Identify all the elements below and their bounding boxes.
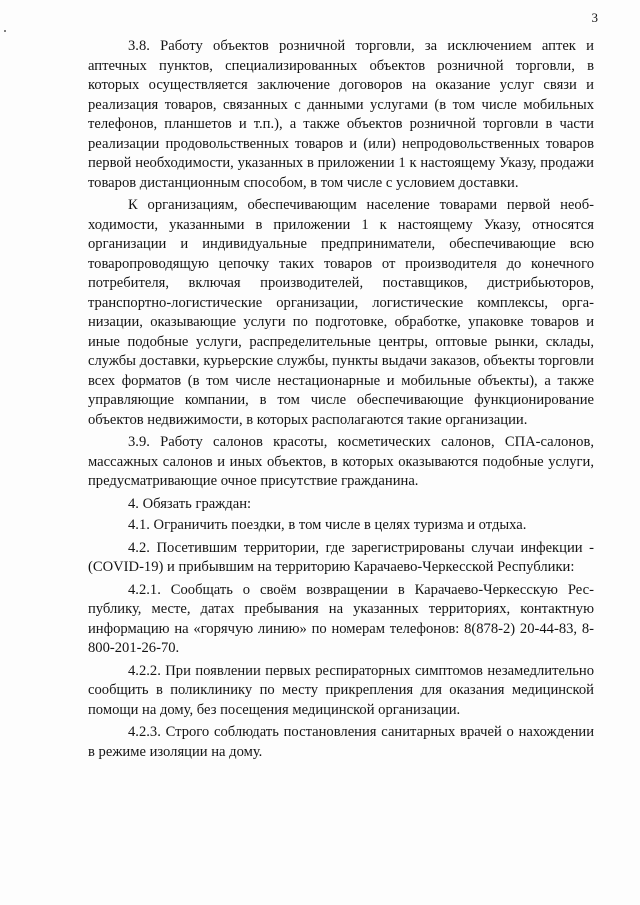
paragraph-4-1-limit-trips: 4.1. Ограничить поездки, в том числе в целях туризма и отдыха. <box>128 517 527 533</box>
paragraph-4-2-visited-territories: 4.2. Посетившим территории, где зарегистрированы случаи инфекции - (COVID-19) и прибывшим на территорию Карачаево-Черкесской Республики: <box>88 539 594 575</box>
paragraph-3-8-retail: 3.8. Работу объектов розничной торговли, за исключением аптек и аптечных пунктов, специализированных объектов розничной торговли, в которых осуществляется заключение договоров на оказание услуг связи и реализация товаров, связанных с данными услугами (в том числе мобильных телефонов, планшетов и т.п.), а также объектов розничной торговли в части реализации продовольственных товаров и (или) непродовольственных товаров первой необходимости, указанных в приложении 1 к настоящему Указу, продажи товаров дистанционным способом, в том числе с условием доставки. <box>88 38 594 191</box>
scan-speck <box>4 30 6 32</box>
page-number: 3 <box>591 10 598 25</box>
paragraph-4-2-1-report-return: 4.2.1. Сообщать о своём возвращении в Карачаево-Черкесскую Республику, месте, датах пребывания на указанных территориях, контактную информацию на «горячую линию» по номерам телефонов: 8(878-2) 20-44-83, 8-800-201-26-70. <box>88 581 594 656</box>
paragraph-3-9-beauty-salons: 3.9. Работу салонов красоты, косметических салонов, СПА-салонов, массажных салонов и иных объектов, в которых оказываются подобные услуги, предусматривающие очное присутствие гражданина. <box>88 434 594 489</box>
paragraph-essential-goods-organizations: К организациям, обеспечивающим население товарами первой необходимости, указанными в приложении 1 к настоящему Указу, относятся организации и индивидуальные предприниматели, обеспечивающие всю товаропроводящую цепочку таких товаров от производителя до конечного потребителя, включая производителей, поставщиков, дистрибьюторов, транспортно-логистические организации, логистические комплексы, организации, оказывающие услуги по подготовке, обработке, упаковке товаров и иные подобные услуги, распределительные центры, оптовые рынки, склады, службы доставки, курьерские службы, пункты выдачи заказов, объекты торговли всех форматов (в том числе нестационарные и мобильные объекты), а также управляющие компании, в том числе обеспечивающие функционирование объектов недвижимости, в которых располагаются такие организации. <box>88 197 594 428</box>
paragraph-4-2-3-isolation: 4.2.3. Строго соблюдать постановления санитарных врачей о нахождении в режиме изоляции на дому. <box>88 724 594 760</box>
paragraph-4-2-2-report-symptoms: 4.2.2. При появлении первых респираторных симптомов незамедлительно сообщить в поликлинику по месту прикрепления для оказания медицинской помощи на дому, без посещения медицинской организации. <box>88 662 594 718</box>
paragraph-4-oblige-citizens: 4. Обязать граждан: <box>128 495 252 512</box>
document-body <box>88 37 594 762</box>
